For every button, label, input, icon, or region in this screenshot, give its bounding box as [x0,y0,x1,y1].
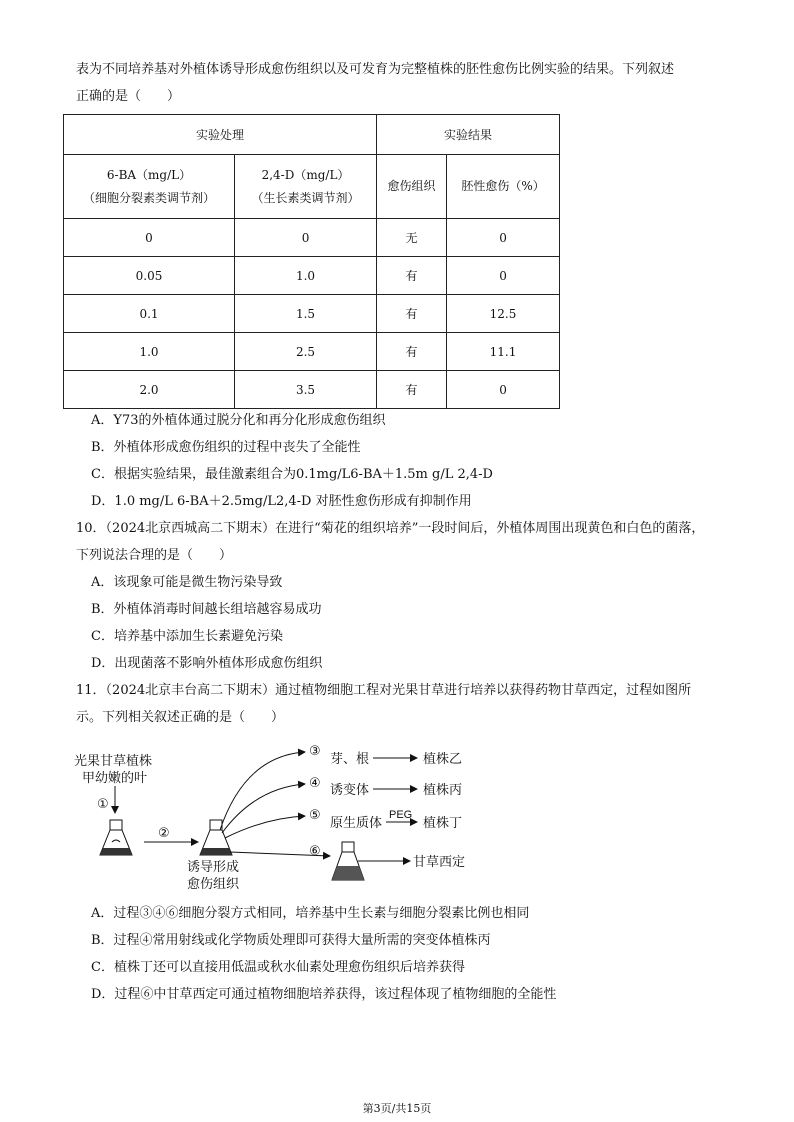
q11-stem-line2: 示。下列相关叙述正确的是（ ） [76,710,285,725]
cell-embryogenic: 0 [447,257,560,295]
diagram-arrow-step4 [222,784,305,833]
diagram-end4: 植株丙 [423,782,463,797]
experiment-results-table [63,114,560,409]
header-6ba-line2: （细胞分裂素类调节剂） [82,190,215,205]
q9-option-b: B．外植体形成愈伤组织的过程中丧失了全能性 [91,440,361,455]
q9-option-a: A．Y73的外植体通过脱分化和再分化形成愈伤组织 [91,413,386,428]
flask-leaf-icon [100,820,132,855]
question-9-stem-line2: 正确的是（ ） [76,89,181,104]
table-row [64,257,560,295]
q11-option-a: A．过程③④⑥细胞分裂方式相同，培养基中生长素与细胞分裂素比例也相同 [91,906,530,921]
diagram-mid3: 芽、根 [330,751,370,766]
cell-callus: 有 [377,333,447,371]
header-treatment: 实验处理 [64,115,377,155]
q11-option-d: D．过程⑥中甘草西定可通过植物细胞培养获得，该过程体现了植物细胞的全能性 [91,987,557,1002]
cell-24d: 3.5 [235,371,377,409]
q10-stem-line1: 10．（2024北京西城高二下期末）在进行“菊花的组织培养”一段时间后，外植体周围出现黄色和白色的菌落， [76,521,705,536]
table-row [64,371,560,409]
cell-6ba: 2.0 [64,371,235,409]
q11-option-b: B．过程④常用射线或化学物质处理即可获得大量所需的突变体植株丙 [91,933,491,948]
q11-option-c: C．植株丁还可以直接用低温或秋水仙素处理愈伤组织后培养获得 [91,960,465,975]
header-6ba [64,155,235,219]
page-number: 第3页/共15页 [362,1102,432,1115]
cell-callus: 有 [377,257,447,295]
diagram-peg-label: PEG [389,809,413,821]
cell-6ba: 1.0 [64,333,235,371]
header-24d [235,155,377,219]
diagram-callus-line2: 愈伤组织 [187,876,240,891]
q11-stem-line1: 11．（2024北京丰台高二下期末）通过植物细胞工程对光果甘草进行培养以获得药物甘草西定，过程如图所 [76,683,692,698]
cell-callus: 有 [377,295,447,333]
diagram-step1-label: ① [97,796,109,811]
q10-option-d: D．出现菌落不影响外植体形成愈伤组织 [91,656,323,671]
cell-24d: 2.5 [235,333,377,371]
table-row [64,333,560,371]
q10-option-b: B．外植体消毒时间越长组培越容易成功 [91,602,322,617]
diagram-step3-label: ③ [309,743,321,758]
header-6ba-line1: 6-BA（mg/L） [106,167,192,182]
header-embryogenic: 胚性愈伤（%） [447,155,560,219]
question-9-stem-line1: 表为不同培养基对外植体诱导形成愈伤组织以及可发育为完整植株的胚性愈伤比例实验的结果。下列叙述 [76,62,675,77]
diagram-step6-label: ⑥ [309,843,321,858]
header-callus: 愈伤组织 [377,155,447,219]
diagram-arrow-step3 [220,752,305,830]
flask-callus-icon [200,820,232,855]
diagram-step5-label: ⑤ [309,807,321,822]
diagram-end3: 植株乙 [423,751,463,766]
q9-option-c: C．根据实验结果，最佳激素组合为0.1mg/L6-BA＋1.5m g/L 2,4-D [91,467,493,482]
diagram-arrow-step5 [225,816,305,838]
header-24d-line1: 2,4-D（mg/L） [261,167,350,182]
cell-embryogenic: 12.5 [447,295,560,333]
diagram-step4-label: ④ [309,775,321,790]
q9-option-d: D．1.0 mg/L 6-BA＋2.5mg/L2,4-D 对胚性愈伤形成有抑制作用 [91,494,472,509]
q10-stem-line2: 下列说法合理的是（ ） [76,548,233,563]
header-result: 实验结果 [377,115,560,155]
q10-option-c: C．培养基中添加生长素避免污染 [91,629,283,644]
cell-embryogenic: 0 [447,371,560,409]
cell-callus: 有 [377,371,447,409]
cell-6ba: 0.1 [64,295,235,333]
diagram-source-line2: 甲幼嫩的叶 [82,770,148,785]
diagram-step2-label: ② [158,825,170,840]
cell-callus: 无 [377,219,447,257]
diagram-callus-line1: 诱导形成 [187,859,240,874]
diagram-mid5: 原生质体 [330,815,383,830]
cell-24d: 0 [235,219,377,257]
diagram-source-line1: 光果甘草植株 [74,753,153,768]
cell-24d: 1.0 [235,257,377,295]
header-24d-line2: （生长素类调节剂） [251,190,360,205]
table-row [64,295,560,333]
cell-6ba: 0.05 [64,257,235,295]
table-column-header-row [64,155,560,219]
table-group-header-row [64,115,560,155]
cell-embryogenic: 0 [447,219,560,257]
diagram-mid4: 诱变体 [330,782,370,797]
cell-24d: 1.5 [235,295,377,333]
diagram-end5: 植株丁 [423,815,463,830]
cell-embryogenic: 11.1 [447,333,560,371]
table-row [64,219,560,257]
diagram-end6: 甘草西定 [413,854,466,869]
cell-6ba: 0 [64,219,235,257]
q10-option-a: A．该现象可能是微生物污染导致 [91,575,283,590]
process-diagram [60,738,480,898]
